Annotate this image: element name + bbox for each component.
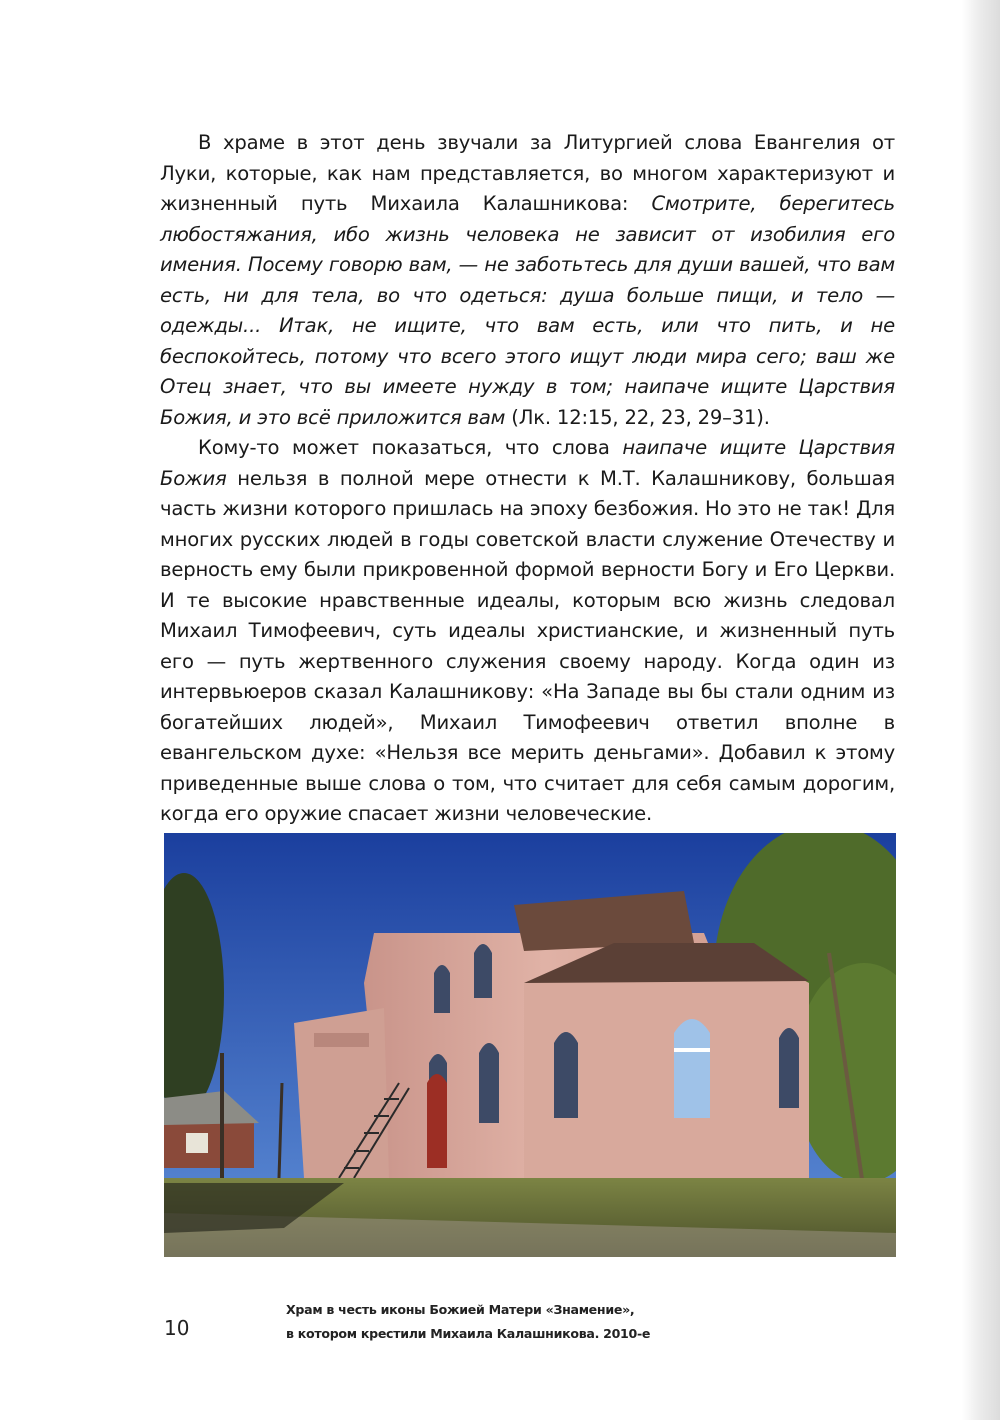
paragraph-2-text-start: Кому-то может показаться, что слова	[198, 436, 623, 459]
paragraph-2	[160, 433, 895, 830]
body-text	[160, 128, 895, 830]
page-edge-shadow	[962, 0, 1000, 1420]
church-door	[427, 1074, 447, 1168]
caption-line-1: Храм в честь иконы Божией Матери «Знамение»,	[286, 1302, 635, 1317]
page-number: 10	[164, 1316, 190, 1340]
church-photo	[164, 833, 896, 1257]
paragraph-1-text-start: В храме в этот день звучали за Литургией слова Евангелия от Луки, которые, как нам представляется, во многом характеризуют и жизненный путь Михаила Калашникова:	[160, 131, 895, 215]
gospel-quote: Смотрите, берегитесь любостяжания, ибо жизнь человека не зависит от изобилия его имения. Посему говорю вам, — не заботьтесь для души вашей, что вам есть, ни для тела, во что одеться: душа больше пищи, и тело — одежды... Итак, не ищите, что вам есть, или что пить, и не беспокойтесь, потому что всего этого ищут люди мира сего; ваш же Отец знает, что вы имеете нужду в том; наипаче ищите Царствия Божия, и это всё приложится вам	[160, 192, 895, 429]
caption-line-2: в котором крестили Михаила Калашникова. 2010-е	[286, 1326, 651, 1341]
paragraph-1-text-end: (Лк. 12:15, 22, 23, 29–31).	[505, 405, 770, 429]
photo-caption	[286, 1298, 706, 1346]
church-photo-illustration	[164, 833, 896, 1257]
paragraph-1	[160, 128, 895, 433]
inline-quote: наипаче ищите Царствия Божия	[160, 436, 895, 490]
house-left	[164, 1123, 254, 1168]
paragraph-2-text-end: нельзя в полной мере отнести к М.Т. Калашникову, большая часть жизни которого пришлась на эпоху безбожия. Но это не так! Для многих русских людей в годы советской власти служение Отечеству и верность ему были прикровенной формой верности Богу и Его Церкви. И те высокие нравственные идеалы, которым всю жизнь следовал Михаил Тимофеевич, суть идеалы христианские, и жизненный путь его — путь жертвенного служения своему народу. Когда один из интервьюеров сказал Калашникову: «На Западе вы бы стали одним из богатейших людей», Михаил Тимофеевич ответил вполне в евангельском духе: «Нельзя все мерить деньгами». Добавил к этому приведенные выше слова о том, что считает для себя самым дорогим, когда его оружие спасает жизни человеческие.	[160, 466, 895, 825]
